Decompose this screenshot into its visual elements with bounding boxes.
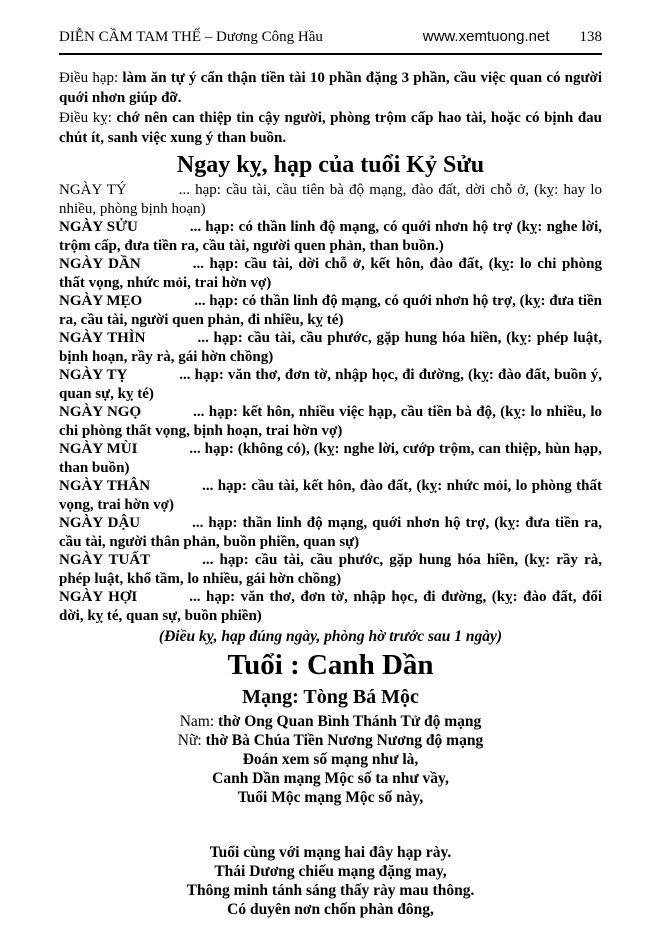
day-name: NGÀY THÌN <box>59 330 146 346</box>
tuoi-title: Tuổi : Canh Dần <box>227 649 434 681</box>
verse-line: Có duyên nơn chốn phàn đông, <box>227 901 434 918</box>
website-text: www.xemtuong.net <box>422 28 550 45</box>
page-header <box>59 28 602 55</box>
day-entry-text: ... hạp: cầu tài, cầu tiên bà độ mạng, đào đất, dời chỗ ở, (kỵ: hay lo nhiều, phòng bịnh hoạn) <box>59 182 602 217</box>
intro-paragraphs <box>59 68 602 148</box>
day-entry <box>59 218 602 255</box>
day-entry-text: ... hạp: văn thơ, đơn tờ, nhập học, đi đường, (kỵ: đào đất, buồn ý, quan sự, kỵ té) <box>59 367 602 402</box>
section-footnote: (Điều kỵ, hạp đúng ngày, phòng hờ trước sau 1 ngày) <box>158 628 503 645</box>
nam-worship-line <box>59 712 602 731</box>
header-right <box>423 28 602 46</box>
day-entry-text: ... hạp: cầu tài, kết hôn, đào đất, (kỵ: nhức mỏi, lo phòng thất vọng, trai hờn vợ) <box>59 478 602 513</box>
page-number: 138 <box>579 29 602 45</box>
verse-line: Đoán xem số mạng như là, <box>242 751 419 768</box>
verse-line: Canh Dần mạng Mộc số ta như vầy, <box>212 770 449 787</box>
day-entry-text: ... hạp: cầu tài, dời chỗ ở, kết hôn, đào đất, (kỵ: lo chi phòng thất vọng, nhức mỏi, trai hờn vợ) <box>59 256 602 291</box>
verse-line: Tuổi cùng với mạng hai đây hạp rày. <box>209 844 452 861</box>
intro-paragraph <box>59 108 602 148</box>
day-name: NGÀY SỬU <box>59 219 138 235</box>
day-entry <box>59 440 602 477</box>
verse-line: Thái Dương chiếu mạng đặng may, <box>214 863 447 880</box>
day-entry <box>59 551 602 588</box>
day-entry-text: ... hạp: kết hôn, nhiều việc hạp, cầu tiền bà độ, (kỵ: lo nhiều, lo chi phòng thất vọng, bịnh hoạn, trai hờn vợ) <box>59 404 602 439</box>
day-name: NGÀY THÂN <box>59 478 151 494</box>
day-entry <box>59 292 602 329</box>
day-entries <box>59 181 602 625</box>
day-entry <box>59 366 602 403</box>
intro-label: Điều hạp: <box>59 70 119 86</box>
day-name: NGÀY DẦN <box>59 256 141 272</box>
day-name: NGÀY HỢI <box>59 589 138 605</box>
intro-text: làm ăn tự ý cẩn thận tiền tài 10 phần đặng 3 phần, cầu việc quan có người quới nhơn giúp đỡ. <box>59 70 602 106</box>
day-entry <box>59 403 602 440</box>
nam-text: thờ Ong Quan Bình Thánh Tử độ mạng <box>218 713 482 730</box>
nu-label: Nữ: <box>177 732 202 749</box>
section-heading: Ngay kỵ, hạp của tuổi Kỷ Sửu <box>176 152 485 178</box>
day-name: NGÀY NGỌ <box>59 404 142 420</box>
nu-worship-line <box>59 731 602 750</box>
day-entry-text: ... hạp: cầu tài, cầu phước, gặp hung hóa hiền, (kỵ: phép luật, bịnh hoạn, rầy rà, gái hờn chồng) <box>59 330 602 365</box>
book-title: DIỄN CẦM TAM THẾ – Dương Công Hầu <box>59 29 323 45</box>
intro-paragraph <box>59 68 602 108</box>
day-entry <box>59 329 602 366</box>
day-name: NGÀY TÝ <box>59 182 127 198</box>
day-name: NGÀY TỴ <box>59 367 128 383</box>
verse-line: Thông minh tánh sáng thấy rày mau thông. <box>186 882 475 899</box>
mang-subtitle: Mạng: Tòng Bá Mộc <box>242 686 419 708</box>
day-entry <box>59 181 602 218</box>
day-name: NGÀY DẬU <box>59 515 141 531</box>
verse-block-1 <box>59 750 602 807</box>
nu-text: thờ Bà Chúa Tiền Nương Nương độ mạng <box>205 732 484 749</box>
day-entry <box>59 477 602 514</box>
day-entry-text: ... hạp: thần linh độ mạng, quới nhơn hộ trợ, (kỵ: đưa tiền ra, cầu tài, người thân phản, buồn phiền, quan sự) <box>59 515 602 550</box>
verse-block-2 <box>59 843 602 919</box>
day-entry <box>59 255 602 292</box>
intro-label: Điều kỵ: <box>59 110 112 126</box>
day-entry-text: ... hạp: có thần linh độ mạng, có quới nhơn hộ trợ (kỵ: nghe lời, trộm cấp, đưa tiền ra, cầu tài, người quen phản, than buồn.) <box>59 219 602 254</box>
day-entry-text: ... hạp: có thần linh độ mạng, có quới nhơn hộ trợ, (kỵ: đưa tiền ra, cầu tài, người quen phản, đi nhiều, kỵ té) <box>59 293 602 328</box>
day-entry-text: ... hạp: (không có), (kỵ: nghe lời, cướp trộm, can thiệp, hùn hạp, than buồn) <box>59 441 603 476</box>
day-entry-text: ... hạp: cầu tài, cầu phước, gặp hung hóa hiền, (kỵ: rầy rà, phép luật, khổ tầm, lo nhiều, gái hờn chồng) <box>59 552 602 587</box>
day-entry <box>59 514 602 551</box>
day-entry <box>59 588 602 625</box>
day-name: NGÀY MÙI <box>59 441 138 457</box>
day-name: NGÀY MẸO <box>59 293 143 309</box>
day-name: NGÀY TUẤT <box>59 552 151 568</box>
intro-text: chớ nên can thiệp tin cậy người, phòng trộm cấp hao tài, hoặc có bịnh đau chút ít, sanh việc xung ý than buồn. <box>59 110 603 146</box>
verse-line: Tuổi Mộc mạng Mộc số này, <box>237 789 424 806</box>
nam-label: Nam: <box>179 713 215 730</box>
day-entry-text: ... hạp: văn thơ, đơn tờ, nhập học, đi đường, (kỵ: đào đất, đổi dời, kỵ té, quan sự, buồn phiền) <box>59 589 602 624</box>
